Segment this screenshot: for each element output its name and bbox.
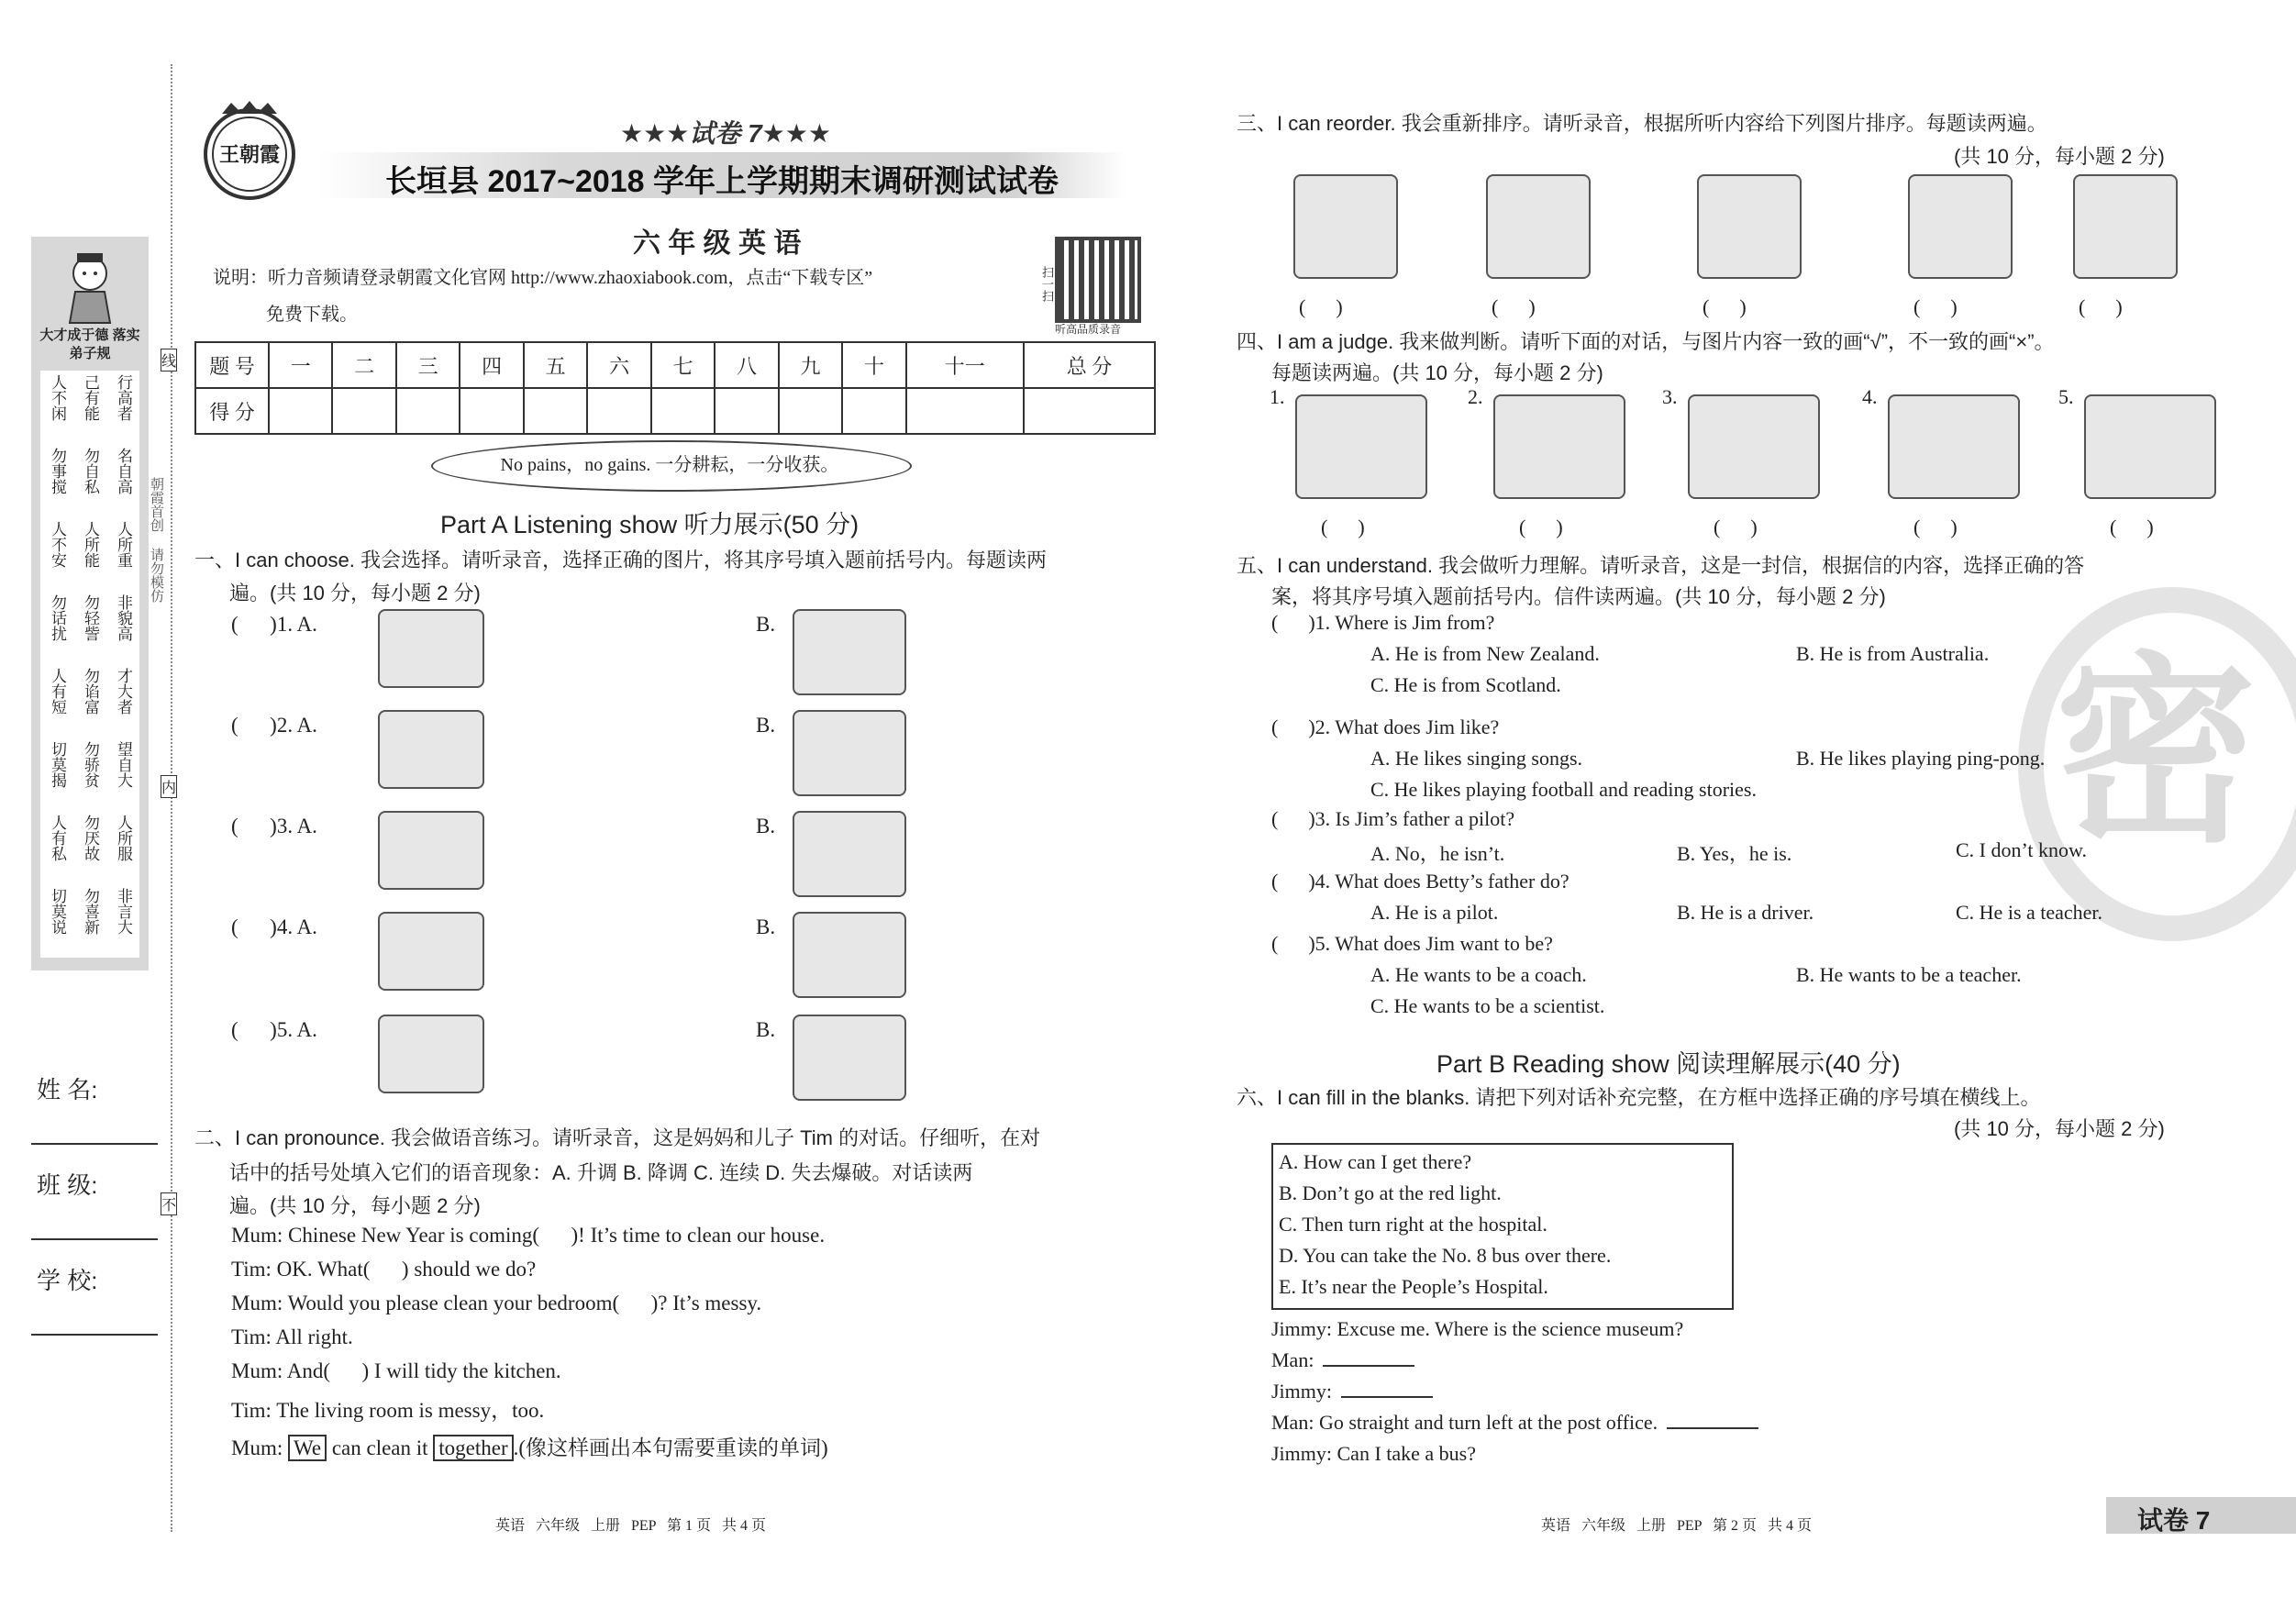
- q5-option-a[interactable]: A. He wants to be a coach.: [1370, 963, 1587, 986]
- q6-dialogue-text: Man:: [1271, 1348, 1314, 1371]
- q5-question[interactable]: ( )1. Where is Jim from?: [1271, 611, 1495, 634]
- q4-answer-bracket[interactable]: ( ): [2110, 516, 2154, 538]
- q1-stem: 一、I can choose. 我会选择。请听录音，选择正确的图片，将其序号填入题前括号内。每题读两: [194, 549, 1047, 571]
- q1-stem2: 遍。(共 10 分，每小题 2 分): [229, 582, 481, 604]
- q4-answer-bracket[interactable]: ( ): [1321, 516, 1365, 538]
- q6-dialogue-line: [1271, 1411, 1758, 1435]
- two-men-picture: [1295, 394, 1427, 499]
- postcard-picture: [378, 912, 484, 991]
- score-table: [194, 341, 1156, 435]
- score-row2-label: 得 分: [195, 388, 269, 434]
- q6-dialogue-line: [1271, 1442, 1476, 1466]
- score-value-row: [195, 388, 1155, 434]
- q2-example-mid: can clean it: [331, 1436, 428, 1459]
- window-view-picture: [1688, 394, 1820, 499]
- rule-text: 勿谄富: [82, 668, 99, 715]
- q6-dialogue-text: Jimmy: Excuse me. Where is the science museum?: [1271, 1317, 1684, 1340]
- q1-option-b-label: B.: [756, 1018, 776, 1041]
- q5-option-b[interactable]: B. He wants to be a teacher.: [1796, 963, 2022, 986]
- q5-option-b[interactable]: B. He is from Australia.: [1796, 642, 1990, 665]
- turn-left-sign: [1486, 174, 1591, 279]
- q1-item-number[interactable]: ( )2. A.: [231, 714, 317, 737]
- police-officer-picture: [2073, 174, 2178, 279]
- rule-text: 人不闲: [49, 374, 66, 421]
- rule-text: 行高者: [115, 374, 132, 421]
- q3-answer-bracket[interactable]: ( ): [1703, 295, 1747, 318]
- q3-answer-bracket[interactable]: ( ): [1299, 295, 1343, 318]
- q5-question[interactable]: ( )2. What does Jim like?: [1271, 715, 1500, 738]
- score-row1-label: 题 号: [195, 342, 269, 388]
- q6-option: D. You can take the No. 8 bus over there.: [1279, 1244, 1612, 1267]
- answer-blank[interactable]: [1323, 1365, 1414, 1367]
- woman-waving-picture: [378, 1015, 484, 1093]
- q5-option-b[interactable]: B. He is a driver.: [1677, 901, 1814, 924]
- name-label: 姓 名:: [37, 1076, 98, 1103]
- q5-option-c[interactable]: C. I don’t know.: [1956, 838, 2087, 861]
- ship-picture: [793, 811, 906, 897]
- school-line[interactable]: [31, 1334, 158, 1336]
- fold-line: [171, 64, 172, 1532]
- instruction-line1: 说明：听力音频请登录朝霞文化官网 http://www.zhaoxiabook.com，点击“下载专区”: [213, 268, 873, 288]
- q6-score: (共 10 分，每小题 2 分): [1954, 1117, 2165, 1140]
- school-label: 学 校:: [37, 1267, 98, 1294]
- rule-text: 人有短: [49, 668, 66, 715]
- angry-girl-picture: [1908, 174, 2013, 279]
- score-header-row: 题 号 一 二 三 四 五 六 七 八 九 十 十一 总 分: [195, 342, 1155, 388]
- rule-text: 人所能: [82, 521, 99, 568]
- q1-option-b-label: B.: [756, 613, 776, 636]
- fold-mark-2: 内: [161, 775, 177, 798]
- rule-text: 人所服: [115, 815, 132, 861]
- q2-stem2: 话中的括号处填入它们的语音现象：A. 升调 B. 降调 C. 连续 D. 失去爆破。对话读两: [229, 1161, 973, 1184]
- q4-stem2: 每题读两遍。(共 10 分，每小题 2 分): [1271, 361, 1603, 384]
- class-line[interactable]: [31, 1238, 158, 1240]
- stressed-word-box-2: together: [433, 1435, 513, 1461]
- q1-item-number[interactable]: ( )5. A.: [231, 1018, 317, 1041]
- suitcase-picture: [793, 912, 906, 998]
- class-label: 班 级:: [37, 1171, 98, 1199]
- qr-code[interactable]: [1055, 237, 1141, 323]
- instruction-line2: 免费下载。: [266, 305, 358, 325]
- q4-answer-bracket[interactable]: ( ): [1714, 516, 1758, 538]
- q5-option-c[interactable]: C. He is from Scotland.: [1370, 673, 1561, 696]
- fold-mark-1: 线: [161, 349, 177, 372]
- part-a-title: Part A Listening show 听力展示(50 分): [440, 511, 860, 538]
- rule-text: 名自高: [115, 448, 132, 494]
- watermark-seal: [2018, 587, 2296, 936]
- exam-title: 长垣县 2017~2018 学年上学期期末调研测试试卷: [385, 164, 1059, 199]
- q4-item-number: 1.: [1270, 385, 1285, 408]
- q5-stem2: 案，将其序号填入题前括号内。信件读两遍。(共 10 分，每小题 2 分): [1271, 585, 1886, 608]
- scholar-figure: [53, 248, 127, 325]
- motto-text: No pains，no gains. 一分耕耘，一分收获。: [500, 455, 839, 475]
- rule-text: 望自大: [115, 741, 132, 788]
- rule-text: 切莫说: [49, 888, 66, 935]
- rule-text: 己有能: [82, 374, 99, 421]
- train-picture: [793, 710, 906, 796]
- rule-text: 人不安: [49, 521, 66, 568]
- q5-question[interactable]: ( )5. What does Jim want to be?: [1271, 932, 1553, 955]
- q3-answer-bracket[interactable]: ( ): [1913, 295, 1958, 318]
- kids-football-picture: [1493, 394, 1625, 499]
- q4-item-number: 4.: [1862, 385, 1878, 408]
- q6-option: A. How can I get there?: [1279, 1150, 1472, 1173]
- rule-text: 勿事搅: [49, 448, 66, 494]
- q6-option: E. It’s near the People’s Hospital.: [1279, 1275, 1548, 1298]
- q5-stem: 五、I can understand. 我会做听力理解。请听录音，这是一封信，根据信的内容，选择正确的答: [1237, 554, 2085, 577]
- rules-grid: [40, 371, 139, 958]
- q4-stem: 四、I am a judge. 我来做判断。请听下面的对话，与图片内容一致的画“√”，不一致的画“×”。: [1237, 330, 2055, 353]
- q6-dialogue-text: Jimmy:: [1271, 1380, 1333, 1403]
- brand-vertical: 朝霞首创 请勿模仿: [149, 477, 164, 603]
- q6-option: B. Don’t go at the red light.: [1279, 1181, 1502, 1204]
- taxi-picture: [1293, 174, 1398, 279]
- watermark-text: 密: [2055, 639, 2257, 865]
- q5-option-a[interactable]: A. No，he isn’t.: [1370, 842, 1505, 865]
- left-page-footer: 英语 六年级 上册 PEP 第 1 页 共 4 页: [495, 1518, 766, 1534]
- girl-pointing-picture: [793, 1015, 906, 1101]
- q4-answer-bracket[interactable]: ( ): [1519, 516, 1563, 538]
- paper-number: ★★★试卷 7★★★: [620, 119, 831, 148]
- dialogue-line: Mum: Would you please clean your bedroom( )? It’s messy.: [231, 1292, 762, 1314]
- rule-text: 非言大: [115, 888, 132, 935]
- q5-option-b[interactable]: B. Yes，he is.: [1677, 842, 1792, 865]
- q6-dialogue-text: Jimmy: Can I take a bus?: [1271, 1442, 1477, 1465]
- q3-stem: 三、I can reorder. 我会重新排序。请听录音，根据所听内容给下列图片排序。每题读两遍。: [1237, 112, 2047, 135]
- rule-text: 勿轻訾: [82, 594, 99, 641]
- qr-side-label: 扫一扫: [1040, 266, 1054, 302]
- q3-answer-bracket[interactable]: ( ): [1492, 295, 1536, 318]
- turn-right-sign: [2084, 394, 2216, 499]
- logo-badge: [194, 101, 305, 202]
- sidebar-panel: [31, 237, 149, 970]
- right-page-footer: 英语 六年级 上册 PEP 第 2 页 共 4 页: [1541, 1518, 1812, 1534]
- rule-text: 勿喜新: [82, 888, 99, 935]
- dialogue-line: Tim: All right.: [231, 1325, 353, 1348]
- q6-option: C. Then turn right at the hospital.: [1279, 1213, 1547, 1236]
- rule-text: 勿话扰: [49, 594, 66, 641]
- boys-running-picture: [1697, 174, 1802, 279]
- q1-item-number[interactable]: ( )1. A.: [231, 613, 317, 636]
- rule-text: 人有私: [49, 815, 66, 861]
- q5-option-c[interactable]: C. He likes playing football and reading stories.: [1370, 778, 1757, 801]
- building-picture: [793, 609, 906, 695]
- q5-option-c[interactable]: C. He is a teacher.: [1956, 901, 2103, 924]
- fold-mark-3: 不: [161, 1192, 177, 1215]
- rule-text: 勿骄贫: [82, 741, 99, 788]
- rule-text: 人所重: [115, 521, 132, 568]
- dialogue-line: Mum: Chinese New Year is coming( )! It’s time to clean our house.: [231, 1224, 826, 1247]
- q2-example-prefix: Mum:: [231, 1436, 283, 1459]
- q2-example-line: [231, 1431, 828, 1461]
- corner-tag: 试卷 7: [2137, 1506, 2211, 1535]
- children-walking-picture: [378, 811, 484, 890]
- q1-item-number[interactable]: ( )3. A.: [231, 815, 317, 837]
- q4-answer-bracket[interactable]: ( ): [1913, 516, 1958, 538]
- q6-dialogue-text: Man: Go straight and turn left at the post office.: [1271, 1411, 1658, 1434]
- rule-text: 切莫揭: [49, 741, 66, 788]
- q1-item-number[interactable]: ( )4. A.: [231, 915, 317, 938]
- qr-caption: 听高品质录音: [1055, 323, 1122, 336]
- q6-dialogue-line: [1271, 1348, 1414, 1372]
- logo-text: 王朝霞: [218, 143, 280, 166]
- rule-text: 才大者: [115, 668, 132, 715]
- subject-title: 六 年 级 英 语: [633, 228, 802, 259]
- q5-option-a[interactable]: A. He is from New Zealand.: [1370, 642, 1600, 665]
- q4-item-number: 2.: [1468, 385, 1483, 408]
- q5-option-b[interactable]: B. He likes playing ping-pong.: [1796, 747, 2046, 770]
- dialogue-line: Tim: The living room is messy，too.: [231, 1399, 545, 1422]
- q4-item-number: 3.: [1662, 385, 1678, 408]
- q2-stem: 二、I can pronounce. 我会做语音练习。请听录音，这是妈妈和儿子 Tim 的对话。仔细听，在对: [194, 1126, 1041, 1149]
- rule-text: 勿自私: [82, 448, 99, 494]
- man-laptop-picture: [1888, 394, 2020, 499]
- q2-example-suffix: .(像这样画出本句需要重读的单词): [513, 1436, 828, 1459]
- q6-dialogue-line: [1271, 1317, 1683, 1341]
- q5-question[interactable]: ( )3. Is Jim’s father a pilot?: [1271, 807, 1515, 830]
- q5-option-a[interactable]: A. He is a pilot.: [1370, 901, 1499, 924]
- q3-score: (共 10 分，每小题 2 分): [1954, 145, 2165, 168]
- dialogue-line: Mum: And( ) I will tidy the kitchen.: [231, 1359, 561, 1382]
- taxi-picture: [378, 710, 484, 789]
- q1-option-b-label: B.: [756, 915, 776, 938]
- q5-question[interactable]: ( )4. What does Betty’s father do?: [1271, 870, 1569, 893]
- q6-dialogue-line: [1271, 1380, 1433, 1403]
- q4-item-number: 5.: [2058, 385, 2074, 408]
- answer-blank[interactable]: [1341, 1396, 1433, 1398]
- cinema-picture: [378, 609, 484, 688]
- q5-option-a[interactable]: A. He likes singing songs.: [1370, 747, 1582, 770]
- name-line[interactable]: [31, 1143, 158, 1145]
- q3-answer-bracket[interactable]: ( ): [2079, 295, 2123, 318]
- part-b-title: Part B Reading show 阅读理解展示(40 分): [1436, 1050, 1901, 1078]
- sidebar-motto: 大才成于德 落实弟子规: [39, 327, 140, 361]
- q5-option-c[interactable]: C. He wants to be a scientist.: [1370, 994, 1605, 1017]
- q1-option-b-label: B.: [756, 815, 776, 837]
- q2-stem3: 遍。(共 10 分，每小题 2 分): [229, 1194, 481, 1217]
- q6-stem: 六、I can fill in the blanks. 请把下列对话补充完整，在方框中选择正确的序号填在横线上。: [1237, 1086, 2041, 1109]
- stressed-word-box-1: We: [288, 1435, 327, 1461]
- dialogue-line: Tim: OK. What( ) should we do?: [231, 1258, 537, 1281]
- rule-text: 勿厌故: [82, 815, 99, 861]
- answer-blank[interactable]: [1667, 1427, 1758, 1429]
- rule-text: 非貌高: [115, 594, 132, 641]
- q1-option-b-label: B.: [756, 714, 776, 737]
